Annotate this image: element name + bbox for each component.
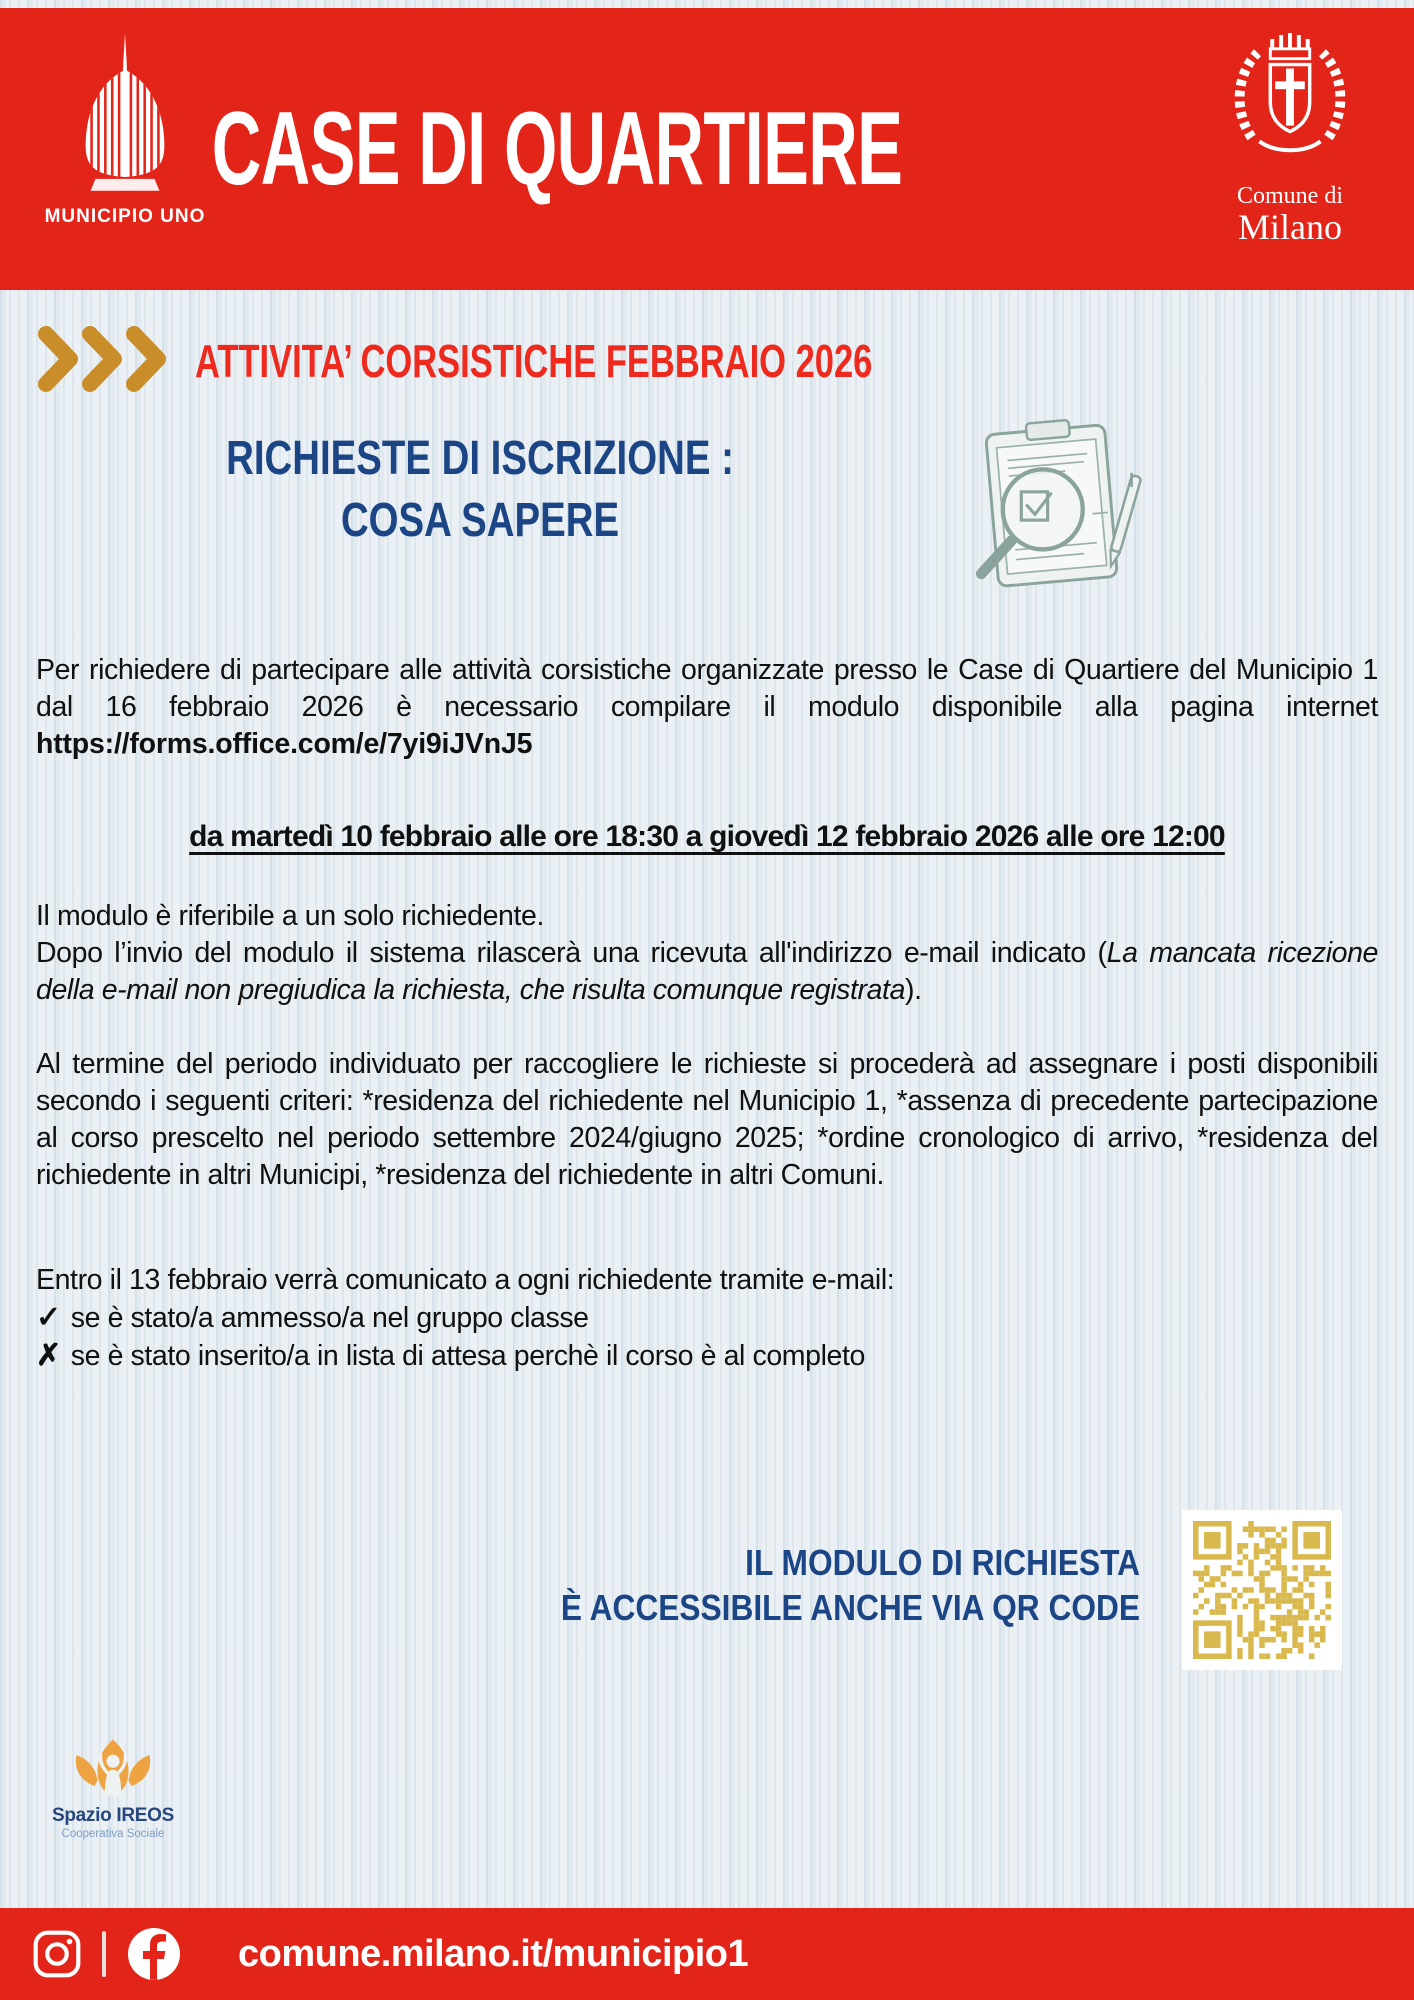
municipio-uno-logo [40, 30, 210, 270]
comune-text-line2: Milano [1238, 207, 1342, 247]
clipboard-icon [955, 408, 1150, 603]
module-line2-italic: La mancata ricezione della e-mail non pregiudica la richiesta, che risulta comunque registrata [36, 937, 1378, 1006]
check-icon: ✓ [36, 1301, 61, 1334]
footer-band [0, 1908, 1414, 2000]
chevron-right-icon [126, 326, 168, 392]
poster-title: CASE DI QUARTIERE [211, 90, 903, 207]
module-paragraph [36, 898, 1378, 1009]
module-line2-end: ). [905, 974, 922, 1006]
subtitle-line2: COSA SAPERE [340, 494, 620, 547]
footer-url-link[interactable]: comune.milano.it/municipio1 [238, 1932, 749, 1975]
facebook-icon[interactable] [126, 1926, 182, 1982]
ireos-subtitle: Cooperativa Sociale [61, 1828, 165, 1840]
header-band [0, 8, 1414, 290]
qr-code[interactable] [1182, 1510, 1342, 1670]
clipboard-magnifier-illustration [955, 408, 1150, 603]
triple-chevron-icon [38, 326, 168, 392]
intro-text: Per richiedere di partecipare alle attività corsistiche organizzate presso le Case di Quartiere del Municipio 1 dal 16 febbraio 2026 è necessario compilare il modulo disponibile alla pagina internet [36, 654, 1378, 723]
footer-social-icons [32, 1926, 182, 1982]
comune-milano-logo [1200, 26, 1380, 276]
chevron-right-icon [38, 326, 80, 392]
deadline-line: da martedì 10 febbraio alle ore 18:30 a giovedì 12 febbraio 2026 alle ore 12:00 [189, 820, 1225, 853]
module-line1: Il modulo è riferibile a un solo richiedente. [36, 900, 544, 932]
check-item-admitted [36, 1299, 1378, 1337]
subtitle-line1: RICHIESTE DI ISCRIZIONE : [226, 432, 734, 485]
check-item-text: se è stato/a ammesso/a nel gruppo classe [70, 1302, 589, 1334]
form-url-link[interactable]: https://forms.office.com/e/7yi9iJVnJ5 [36, 728, 533, 760]
municipio-uno-label: MUNICIPIO UNO [44, 206, 206, 227]
footer-divider [102, 1931, 106, 1977]
qr-label-line1: IL MODULO DI RICHIESTA [745, 1542, 1140, 1583]
dome-icon [66, 30, 184, 202]
module-line2: Dopo l’invio del modulo il sistema rilascerà una ricevuta all'indirizzo e-mail indicato ( [36, 937, 1107, 969]
ireos-flower-icon [70, 1738, 156, 1800]
chevron-right-icon [82, 326, 124, 392]
comune-text-line1: Comune di [1237, 183, 1343, 209]
spazio-ireos-logo [38, 1738, 188, 1840]
notification-paragraph [36, 1262, 1378, 1375]
criteria-paragraph: Al termine del periodo individuato per raccogliere le richieste si procederà ad assegnare i posti disponibili secondo i seguenti criteri: *residenza del richiedente nel Municipio 1, *assenza di precedente partecipazione al corso prescelto nel periodo settembre 2024/giugno 2025; *ordine cronologico di arrivo, *residenza del richiedente in altri Municipi, *residenza del richiedente in altri Comuni. [36, 1048, 1378, 1191]
intro-paragraph [36, 652, 1378, 763]
ireos-name: Spazio IREOS [51, 1805, 175, 1826]
check-item-waitlist [36, 1337, 1378, 1375]
check-item-text: se è stato inserito/a in lista di attesa perchè il corso è al completo [70, 1340, 865, 1372]
banner-title: ATTIVITA’ CORSISTICHE FEBBRAIO 2026 [195, 335, 873, 387]
instagram-icon[interactable] [32, 1929, 82, 1979]
cross-icon: ✗ [36, 1339, 61, 1372]
comune-milano-crest-icon [1226, 26, 1354, 176]
subtitle [216, 428, 744, 552]
qr-label [489, 1540, 1140, 1630]
qr-label-line2: È ACCESSIBILE ANCHE VIA QR CODE [560, 1587, 1140, 1628]
notify-intro: Entro il 13 febbraio verrà comunicato a ogni richiedente tramite e-mail: [36, 1264, 895, 1296]
